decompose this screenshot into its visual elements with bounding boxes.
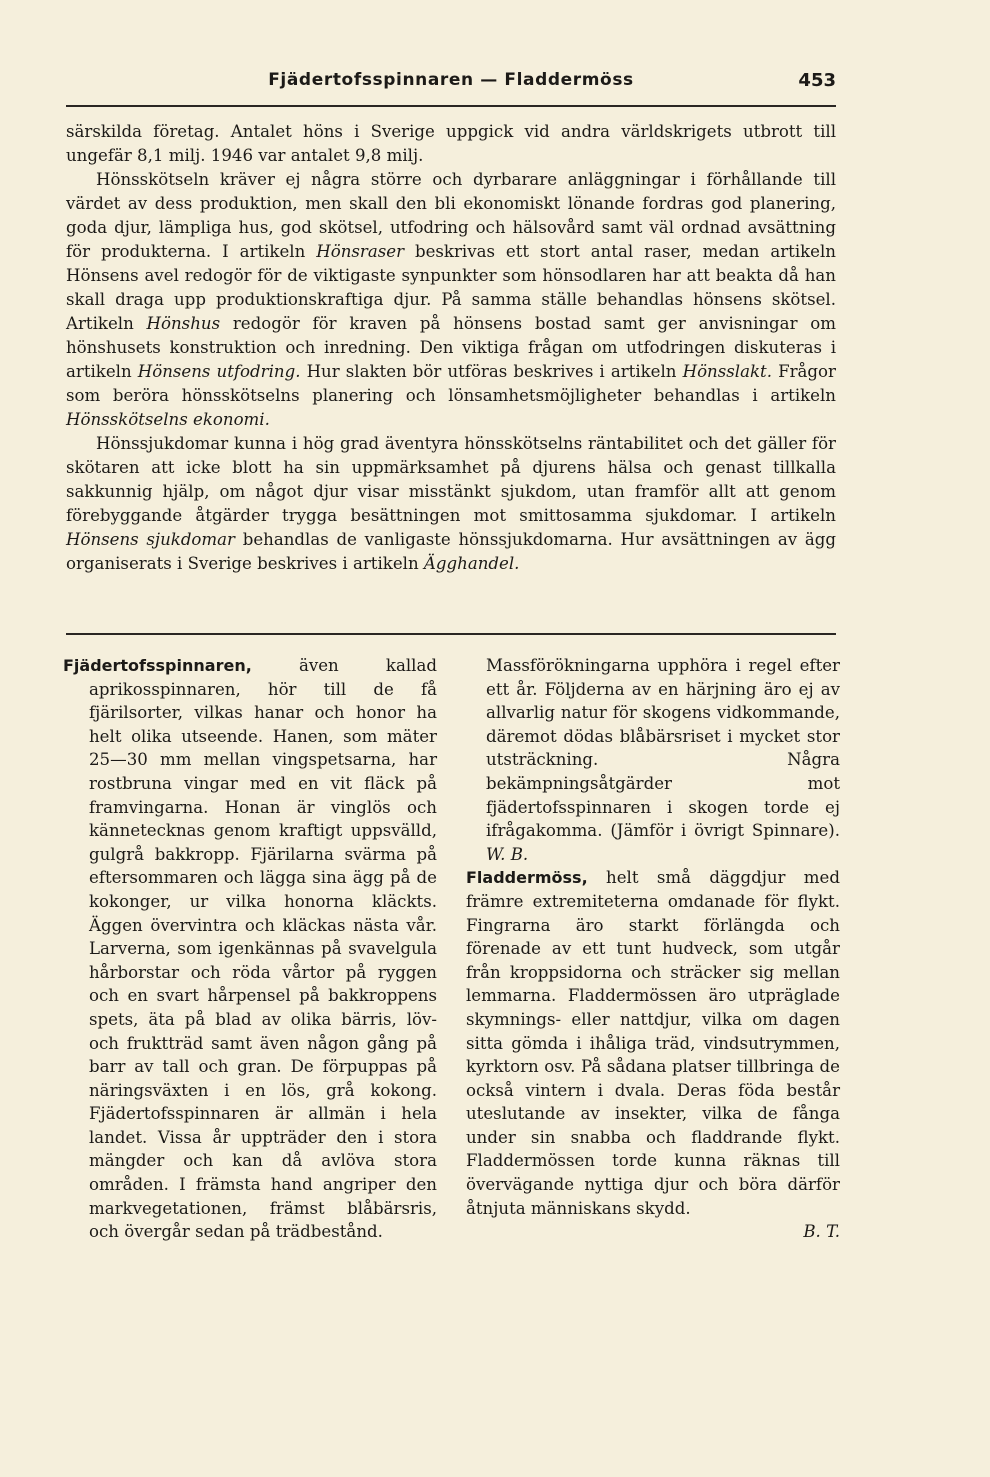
header-rule bbox=[66, 105, 836, 107]
text-run: Hur slakten bör utföras beskrives i artikeln bbox=[300, 362, 683, 381]
article-ref: Hönsskötselns ekonomi. bbox=[66, 410, 270, 429]
article-ref: Hönshus bbox=[146, 314, 221, 333]
text-run: redogör för kraven på hönsens bostad samt ger anvisningar om hönshusets konstruktion och inredning. Den viktiga frågan om utfodringen diskuteras i artikeln bbox=[66, 314, 836, 381]
entry-text: även kallad aprikosspinnaren, hör till de få fjärilsorter, vilkas hanar och honor ha helt olika utseende. Hanen, som mäter 25—30 mm mellan vingspetsarna, har rostbruna vingar med en vit fläck på framvingarna. Honan är vinglös och kännetecknas genom kraftigt uppsvälld, gulgrå bakkropp. Fjärilarna svärma på eftersommaren och lägga sina ägg på de kokonger, ur vilka honorna kläckts. Äggen övervintra och kläckas nästa vår. Larverna, som igenkännas på svavelgula hårborstar och röda vårtor på ryggen och en svart hårpensel på bakkroppens spets, äta på blad av olika bärris, löv- och fruktträd samt även någon gång på barr av tall och gran. De förpuppas på näringsväxten i en lös, grå kokong. Fjädertofsspinnaren är allmän i hela landet. Vissa år uppträder den i stora mängder och kan då avlöva stora områden. I främsta hand angriper den markvegetationen, främst blåbärsris, och övergår sedan på trädbestånd. bbox=[89, 656, 437, 1242]
continuation-text: Massförökningarna upphöra i regel efter ett år. Följderna av en härjning äro ej av allvarlig natur för skogens vidkommande, däremot dödas blåbärsriset i mycket stor utsträckning. Några bekämpningsåtgärder mot fjädertofsspinnaren i skogen torde ej ifrågakomma. (Jämför i övrigt Spinnare). bbox=[486, 656, 840, 841]
section-rule bbox=[66, 633, 836, 635]
entry-text: helt små däggdjur med främre extremiteterna omdanade för flykt. Fingrarna äro starkt förlängda och förenade av ett tunt hudveck, som utgår från kroppsidorna och sträcker sig mellan lemmarna. Fladdermössen äro utpräglade skymnings- eller nattdjur, vilka om dagen sitta gömda i ihåliga träd, vindsutrymmen, kyrktorn osv. På sådana platser tillbringa de också vintern i dvala. Deras föda består uteslutande av insekter, vilka de fånga under sin snabba och fladdrande flykt. Fladdermössen torde kunna räknas till övervägande nyttiga djur och böra därför åtnjuta människans skydd. bbox=[466, 868, 840, 1218]
headword: Fjädertofsspinnaren, bbox=[63, 656, 252, 675]
intro-paragraph-1 bbox=[66, 120, 836, 168]
intro-section bbox=[66, 120, 836, 576]
text-run: beskrivas ett stort antal raser, medan artikeln Hönsens avel redogör för de viktigaste synpunkter som hönsodlaren har att beakta då han skall draga upp produktionskraftiga djur. På samma ställe behandlas hönsens skötsel. Artikeln bbox=[66, 242, 836, 333]
author-signature: W. B. bbox=[486, 844, 529, 864]
author-signature: B. T. bbox=[803, 1222, 840, 1242]
right-column bbox=[466, 654, 840, 1244]
page-header bbox=[66, 70, 836, 100]
text-run: behandlas de vanligaste hönssjukdomarna. Hur avsättningen av ägg organiserats i Sverige beskrives i artikeln bbox=[66, 530, 837, 573]
article-ref: Hönsraser bbox=[316, 242, 405, 261]
intro-p1-text: särskilda företag. Antalet höns i Sverige uppgick vid andra världskrigets utbrott till ungefär 8,1 milj. 1946 var antalet 9,8 milj. bbox=[66, 122, 836, 165]
entry-fladdermoss bbox=[466, 866, 840, 1220]
entry-continuation bbox=[466, 654, 840, 866]
left-column bbox=[63, 654, 437, 1244]
intro-paragraph-2 bbox=[66, 168, 836, 432]
text-run: Frågor som beröra hönsskötselns planering och lönsamhetsmöjligheter behandlas i artikeln bbox=[66, 362, 836, 405]
intro-paragraph-3 bbox=[66, 432, 836, 576]
text-run: Hönssjukdomar kunna i hög grad äventyra hönsskötselns räntabilitet och det gäller för skötaren att icke blott ha sin uppmärksamhet på djurens hälsa och genast tillkalla sakkunnig hjälp, om något djur visar misstänkt sjukdom, utan framför allt att genom förebyggande åtgärder trygga besättningen mot smittosamma sjukdomar. I artikeln bbox=[66, 434, 836, 525]
article-ref: Hönsens sjukdomar bbox=[66, 530, 235, 549]
headword: Fladdermöss, bbox=[466, 868, 588, 888]
text-run: Hönsskötseln kräver ej några större och dyrbarare anläggningar i förhållande till värdet av dess produktion, men skall den bli ekonomiskt lönande fordras god planering, goda djur, lämpliga hus, god skötsel, utfodring och hälsovård samt väl ordnad avsättning för produkterna. I artikeln bbox=[66, 170, 836, 261]
entry-fjadertofsspinnaren bbox=[63, 654, 437, 1244]
page-number: 453 bbox=[798, 70, 836, 91]
article-ref: Hönsslakt. bbox=[682, 362, 772, 381]
running-title: Fjädertofsspinnaren — Fladdermöss bbox=[268, 70, 634, 90]
article-ref: Hönsens utfodring. bbox=[137, 362, 301, 381]
article-ref: Ägghandel. bbox=[423, 554, 520, 573]
